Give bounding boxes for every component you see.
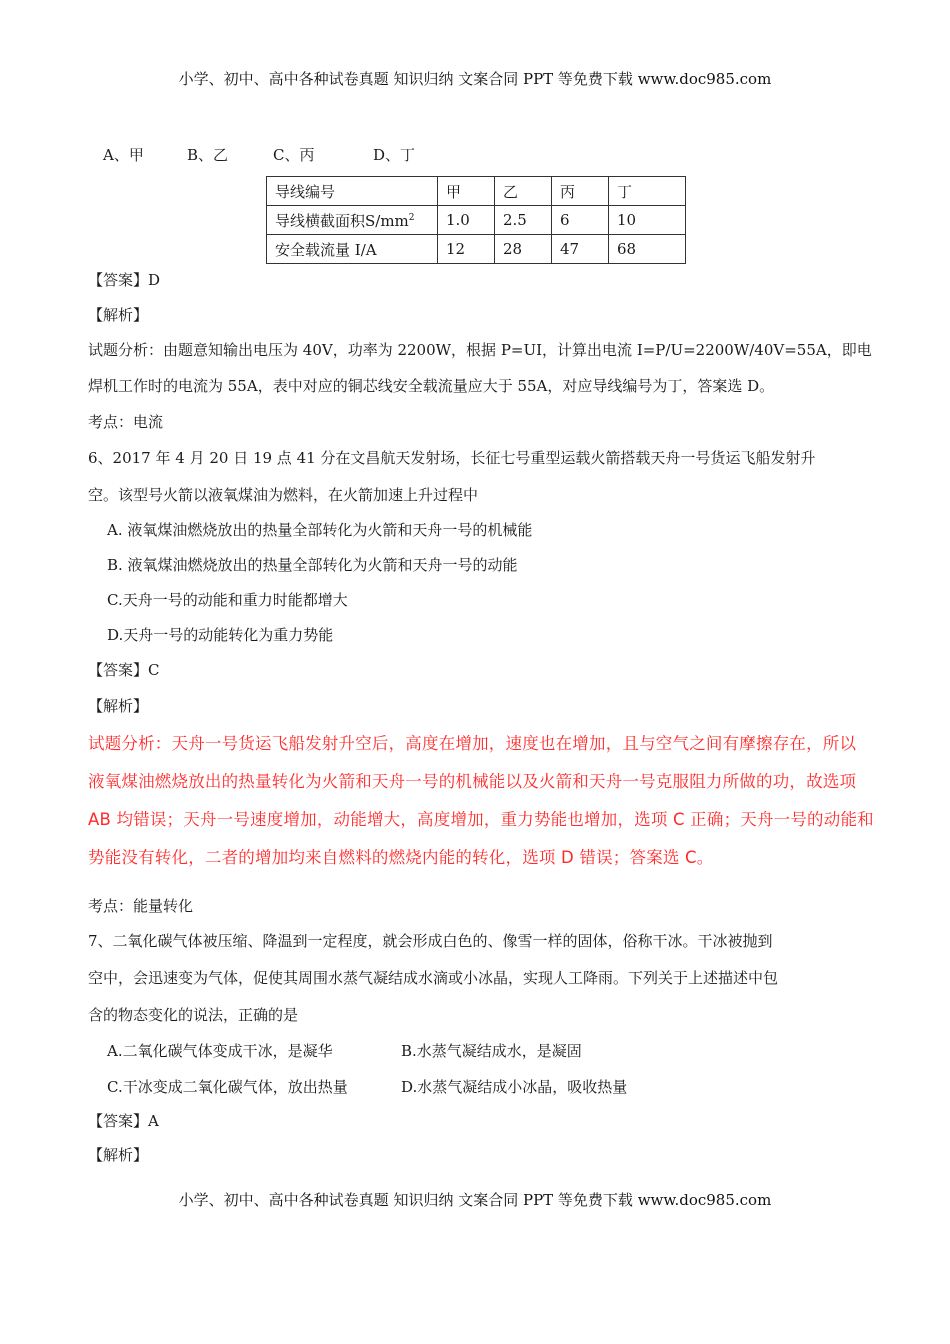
table-row: [267, 177, 686, 206]
table-cell: 68: [609, 235, 686, 264]
q7-analysis-title: 【解析】: [88, 1146, 149, 1164]
q7-option-a: A.二氧化碳气体变成干冰，是凝华: [107, 1042, 333, 1060]
q5-answer: 【答案】D: [88, 271, 161, 289]
q5-analysis-line: 焊机工作时的电流为 55A，表中对应的铜芯线安全载流量应大于 55A，对应导线编号为丁，答案选 D。: [88, 377, 775, 395]
q6-analysis-line: AB 均错误；天舟一号速度增加，动能增大，高度增加，重力势能也增加，选项 C 正确；天舟一号的动能和: [88, 810, 874, 829]
q6-kaodian: 考点：能量转化: [88, 897, 194, 915]
table-row: [267, 235, 686, 264]
q5-option-b: B、乙: [187, 146, 229, 164]
q5-analysis-title: 【解析】: [88, 306, 149, 324]
q6-option-d: D.天舟一号的动能转化为重力势能: [107, 626, 334, 644]
q6-analysis-line: 势能没有转化，二者的增加均来自燃料的燃烧内能的转化，选项 D 错误；答案选 C。: [88, 848, 714, 867]
q6-stem-line: 6、2017 年 4 月 20 日 19 点 41 分在文昌航天发射场，长征七号重型运载火箭搭载天舟一号货运飞船发射升: [88, 449, 816, 467]
q7-option-b: B.水蒸气凝结成水，是凝固: [401, 1042, 582, 1060]
q6-answer: 【答案】C: [88, 661, 160, 679]
table-cell: 1.0: [438, 206, 495, 235]
table-cell: 乙: [495, 177, 552, 206]
q7-answer: 【答案】A: [88, 1112, 159, 1130]
q6-option-c: C.天舟一号的动能和重力时能都增大: [107, 591, 348, 609]
wire-spec-table: [266, 176, 686, 264]
table-cell-label: 导线横截面积S/mm: [275, 211, 409, 230]
q5-options: [103, 144, 415, 166]
table-cell: 12: [438, 235, 495, 264]
page-header: 小学、初中、高中各种试卷真题 知识归纳 文案合同 PPT 等免费下载 www.doc985.com: [178, 70, 772, 88]
table-row: [267, 206, 686, 235]
table-cell: 安全载流量 I/A: [267, 235, 438, 264]
table-cell: 2.5: [495, 206, 552, 235]
table-cell: 47: [552, 235, 609, 264]
table-cell: 导线编号: [267, 177, 438, 206]
superscript: 2: [408, 212, 415, 223]
q7-option-c: C.干冰变成二氧化碳气体，放出热量: [107, 1078, 348, 1096]
table-cell: [267, 206, 438, 235]
q7-stem-line: 空中，会迅速变为气体，促使其周围水蒸气凝结成水滴或小冰晶，实现人工降雨。下列关于上述描述中包: [88, 969, 779, 987]
table-cell: 6: [552, 206, 609, 235]
q6-option-a: A. 液氧煤油燃烧放出的热量全部转化为火箭和天舟一号的机械能: [107, 521, 533, 539]
table-cell: 10: [609, 206, 686, 235]
q6-option-b: B. 液氧煤油燃烧放出的热量全部转化为火箭和天舟一号的动能: [107, 556, 518, 574]
q5-option-d: D、丁: [373, 146, 416, 164]
q6-analysis-title: 【解析】: [88, 697, 149, 715]
q6-stem-line: 空。该型号火箭以液氧煤油为燃料，在火箭加速上升过程中: [88, 486, 479, 504]
table-cell: 丁: [609, 177, 686, 206]
q5-option-a: A、甲: [103, 146, 144, 164]
table-cell: 甲: [438, 177, 495, 206]
page-footer: 小学、初中、高中各种试卷真题 知识归纳 文案合同 PPT 等免费下载 www.doc985.com: [178, 1191, 772, 1209]
q6-analysis-line: 液氧煤油燃烧放出的热量转化为火箭和天舟一号的机械能以及火箭和天舟一号克服阻力所做的功，故选项: [88, 772, 857, 791]
q7-stem-line: 7、二氧化碳气体被压缩、降温到一定程度，就会形成白色的、像雪一样的固体，俗称干冰。干冰被抛到: [88, 932, 773, 950]
q7-stem-line: 含的物态变化的说法，正确的是: [88, 1006, 299, 1024]
q6-analysis-line: 试题分析：天舟一号货运飞船发射升空后，高度在增加，速度也在增加，且与空气之间有摩擦存在，所以: [88, 734, 857, 753]
q7-option-d: D.水蒸气凝结成小冰晶，吸收热量: [401, 1078, 628, 1096]
table-cell: 丙: [552, 177, 609, 206]
q5-option-c: C、丙: [273, 146, 315, 164]
q5-analysis-line: 试题分析：由题意知输出电压为 40V，功率为 2200W，根据 P=UI，计算出电流 I=P/U=2200W/40V=55A，即电: [88, 341, 872, 359]
table-cell: 28: [495, 235, 552, 264]
q5-kaodian: 考点：电流: [88, 413, 164, 431]
